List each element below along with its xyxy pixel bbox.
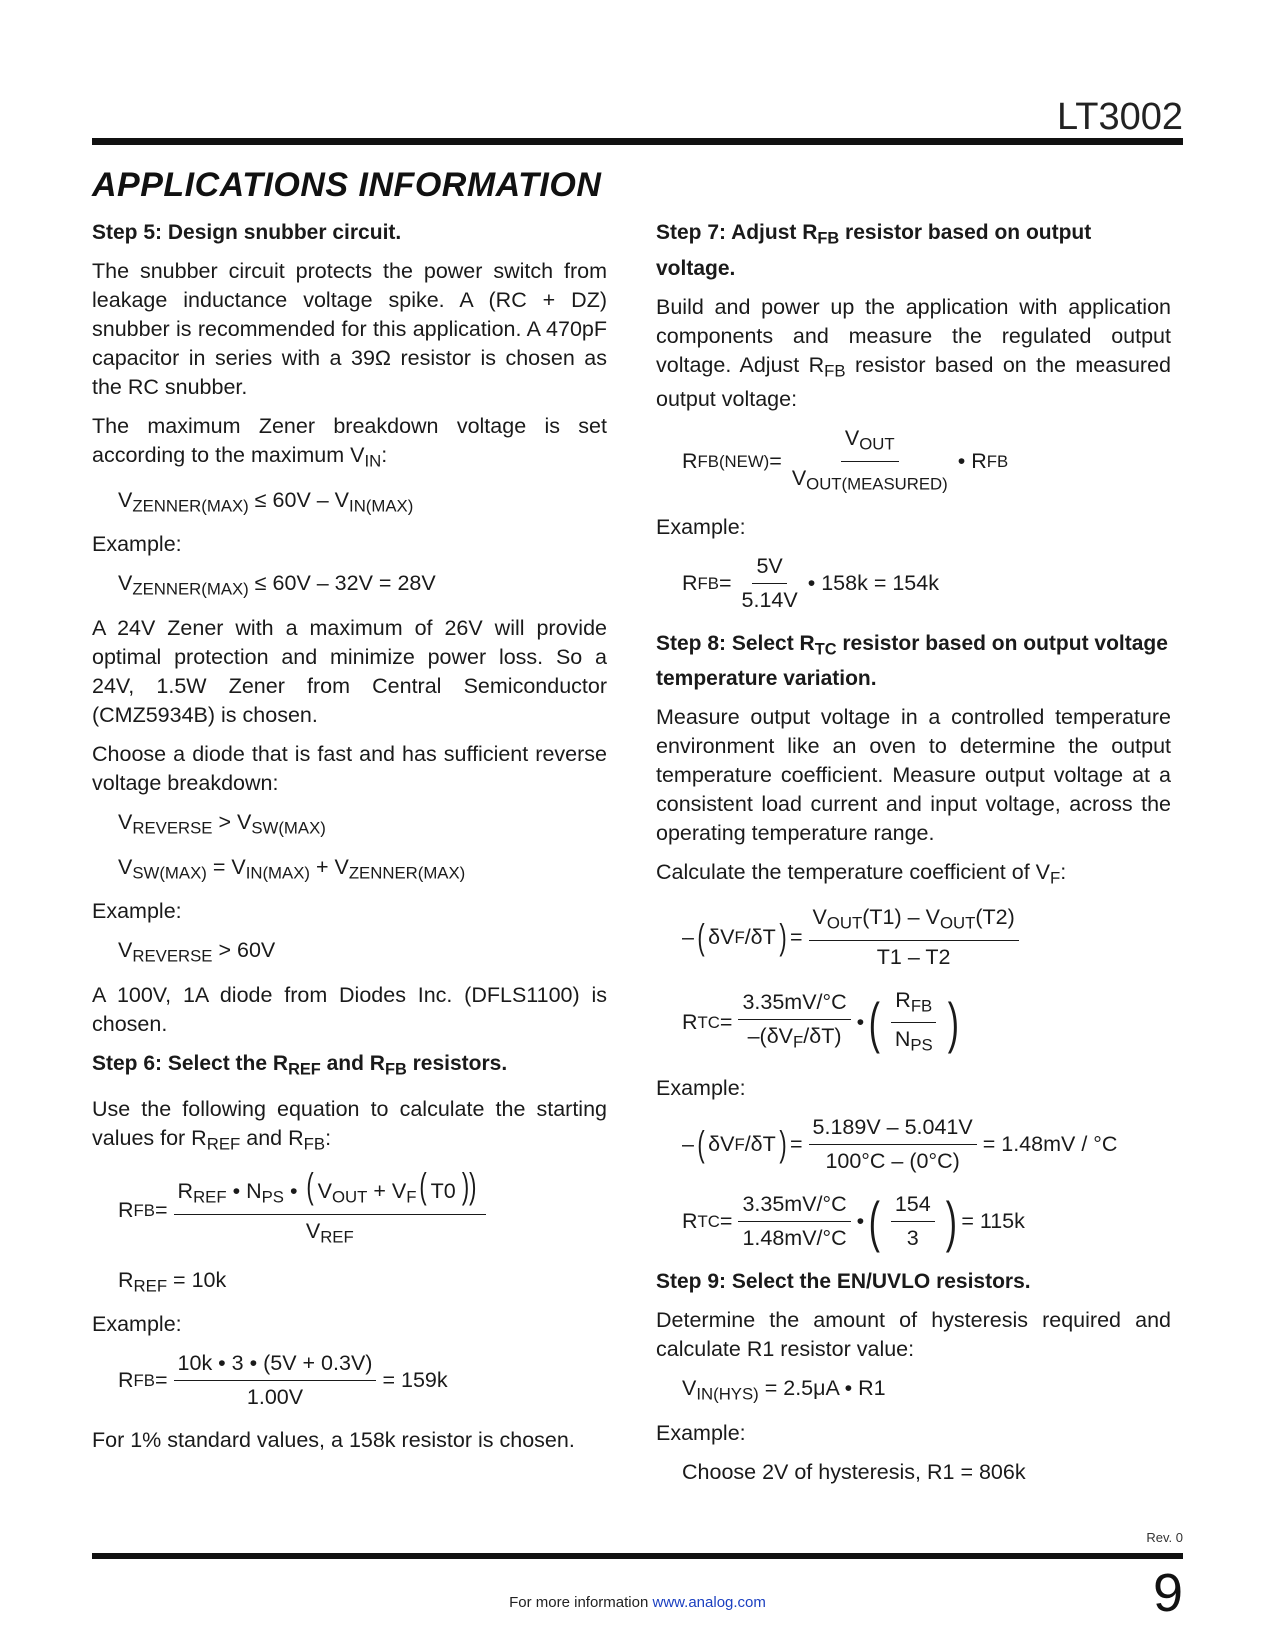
section-title: APPLICATIONS INFORMATION <box>92 166 602 204</box>
paren: ( <box>868 990 881 1054</box>
text: = V <box>206 854 246 879</box>
subscript: OUT <box>859 434 895 454</box>
subscript: FB <box>133 1200 155 1220</box>
subscript: OUT <box>332 1188 368 1208</box>
text: + V <box>309 854 349 879</box>
subscript: REF <box>288 1060 321 1079</box>
subscript: REF <box>320 1227 354 1247</box>
denominator: 5.14V <box>741 587 798 612</box>
subscript: FB(NEW) <box>697 451 770 471</box>
text: • N <box>226 1179 262 1204</box>
var: R <box>682 570 698 595</box>
rtc-formula <box>682 986 1171 1060</box>
fraction <box>788 424 952 498</box>
step5-paragraph-5: A 100V, 1A diode from Diodes Inc. (DFLS1100) is chosen. <box>92 983 607 1037</box>
text: /δT <box>744 1131 776 1156</box>
equals: = <box>154 1368 168 1393</box>
var: V <box>118 571 133 596</box>
step7-heading <box>656 218 1171 283</box>
subscript: IN(MAX) <box>245 863 310 883</box>
subscript: F <box>406 1188 417 1208</box>
step7-paragraph-1 <box>656 293 1171 415</box>
paren: )) <box>461 1165 477 1207</box>
page-number: 9 <box>1152 1563 1183 1623</box>
var: V <box>118 938 133 963</box>
numerator <box>174 1165 487 1215</box>
step9-heading: Step 9: Select the EN/UVLO resistors. <box>656 1269 1031 1293</box>
hysteresis-example: Choose 2V of hysteresis, R1 = 806k <box>682 1459 1026 1484</box>
text: – <box>682 1131 694 1156</box>
fraction <box>809 903 1019 972</box>
numerator <box>841 424 899 462</box>
rtc-example-formula <box>682 1190 1171 1253</box>
subscript: FB <box>986 451 1009 471</box>
equals: = <box>789 924 803 949</box>
var: R <box>118 1368 134 1393</box>
denominator: 1.00V <box>246 1385 304 1410</box>
example-label: Example: <box>656 1420 746 1445</box>
paren: ( <box>697 1123 705 1165</box>
temp-coefficient-example <box>682 1113 1171 1176</box>
subscript: ZENNER(MAX) <box>132 496 249 516</box>
reverse-voltage-equation <box>118 808 607 843</box>
text: + V <box>367 1179 407 1204</box>
zener-max-equation <box>118 486 607 521</box>
right-column <box>656 218 1171 1497</box>
fraction <box>738 988 850 1057</box>
text: T2 <box>982 904 1008 929</box>
subscript: SW(MAX) <box>251 818 326 838</box>
numerator: 5V <box>752 552 786 584</box>
step8-paragraph-2 <box>656 858 1171 893</box>
subscript: FB <box>133 1371 155 1391</box>
result: • 158k = 154k <box>807 570 939 595</box>
var: R <box>118 1267 134 1292</box>
rref-equation <box>118 1266 607 1301</box>
part-number: LT3002 <box>1056 96 1183 138</box>
var: V <box>791 465 807 490</box>
text: – V <box>901 904 940 929</box>
numerator: 10k • 3 • (5V + 0.3V) <box>174 1349 377 1381</box>
fraction <box>174 1165 487 1251</box>
numerator: $V_{OUT}(T1) - V_{OUT}(T2)$ <box>809 903 1019 941</box>
var: R <box>682 448 698 473</box>
text: Calculate the temperature coefficient of V <box>656 860 1050 885</box>
var: V <box>118 854 133 879</box>
fraction <box>891 1190 935 1253</box>
step5-paragraph-2 <box>92 412 607 476</box>
subscript: TC <box>697 1013 720 1033</box>
fraction <box>738 1190 850 1253</box>
text: • <box>284 1179 304 1204</box>
subscript: F <box>734 1134 745 1154</box>
subscript: TC <box>697 1211 720 1231</box>
subscript: REF <box>133 1276 168 1296</box>
fraction <box>891 986 937 1060</box>
subscript: REF <box>206 1134 241 1154</box>
subscript: FB <box>824 361 846 381</box>
text: The maximum Zener breakdown voltage is set according to the maximum V <box>92 414 607 467</box>
step8-paragraph-1: Measure output voltage in a controlled temperature environment like an oven to determine the output temperature coefficient. Measure output voltage at a consistent load current and input voltage, across the operating temperature range. <box>656 705 1171 846</box>
subscript: SW(MAX) <box>132 863 207 883</box>
equals: = <box>769 448 782 473</box>
text: • R <box>957 448 987 473</box>
subscript: F <box>793 1033 804 1053</box>
example-label: Example: <box>92 1312 182 1337</box>
step9-paragraph-1: Determine the amount of hysteresis required and calculate R1 resistor value: <box>656 1307 1171 1361</box>
rfb-example-formula <box>118 1349 607 1412</box>
equals: = <box>718 570 732 595</box>
text: : <box>1060 860 1067 885</box>
rfb-adjust-example <box>682 552 1171 615</box>
subscript: OUT <box>939 913 976 933</box>
text: T0 <box>430 1179 456 1204</box>
text: ≤ 60V – V <box>248 487 350 512</box>
var: R <box>118 1197 134 1222</box>
text: Step 8: Select R <box>656 631 815 655</box>
subscript: IN(HYS) <box>696 1384 759 1404</box>
text: – <box>747 1024 760 1049</box>
var: R <box>177 1179 194 1204</box>
multiply-dot: • <box>856 1010 865 1035</box>
revision-label: Rev. 0 <box>1146 1530 1183 1545</box>
subscript: F <box>734 927 745 947</box>
denominator: 3 <box>906 1225 919 1250</box>
subscript: REVERSE <box>132 947 213 967</box>
numerator: 154 <box>891 1190 935 1222</box>
subscript: IN(MAX) <box>349 496 414 516</box>
text: /δT <box>744 924 776 949</box>
example-label: Example: <box>92 532 182 557</box>
multiply-dot: • <box>856 1208 865 1233</box>
text: resistor based on output voltage temperature variation. <box>656 631 1168 691</box>
step6-heading <box>92 1049 607 1085</box>
step5-paragraph-1: The snubber circuit protects the power switch from leakage inductance voltage spike. A (RC + DZ) snubber is recommended for this application. A 470pF capacitor in series with a 39Ω resistor is chosen as the RC snubber. <box>92 259 607 399</box>
var: V <box>305 1219 321 1244</box>
fraction <box>809 1113 977 1176</box>
example-label: Example: <box>92 899 182 924</box>
example-label: Example: <box>656 514 746 539</box>
subscript: FB <box>910 996 933 1016</box>
text: Step 7: Adjust R <box>656 221 818 244</box>
subscript: ZENNER(MAX) <box>132 580 249 600</box>
subscript: F <box>1050 868 1061 888</box>
text: 0°C <box>916 1148 953 1173</box>
var: V <box>118 487 133 512</box>
numerator: 3.35mV/°C <box>738 1190 850 1222</box>
header-rule <box>92 138 1183 145</box>
step6-paragraph-1 <box>92 1095 607 1159</box>
step8-heading <box>656 629 1171 694</box>
text: resistor based on the measured output voltage: <box>656 352 1171 412</box>
text: > 60V <box>212 938 276 963</box>
numerator: 3.35mV/°C <box>738 988 850 1020</box>
text: Step 6: Select the R <box>92 1052 289 1076</box>
rfb-new-formula <box>682 424 1171 498</box>
text: Build and power up the application with application components and measure the regulated output voltage. Adjust R <box>656 294 1171 377</box>
denominator: T1 – T2 <box>876 944 951 969</box>
text: > V <box>212 810 252 835</box>
subscript: PS <box>910 1035 933 1055</box>
text: resistor based on output voltage. <box>656 221 1092 280</box>
text: ≤ 60V – 32V = 28V <box>248 571 436 596</box>
footer-info <box>0 1594 1275 1611</box>
equals: = <box>719 1010 733 1035</box>
subscript: PS <box>261 1188 284 1208</box>
paren: ) <box>945 1189 957 1253</box>
var: R <box>682 1010 698 1035</box>
subscript: FB <box>697 573 719 593</box>
zener-example-equation <box>118 569 607 604</box>
example-label: Example: <box>656 1075 746 1100</box>
text: and R <box>320 1052 385 1076</box>
text: – <box>682 924 694 949</box>
step5-paragraph-3: A 24V Zener with a maximum of 26V will provide optimal protection and minimize power loss. So a 24V, 1.5W Zener from Central Semiconductor (CMZ5934B) is chosen. <box>92 616 607 728</box>
denominator <box>788 462 952 499</box>
step5-heading: Step 5: Design snubber circuit. <box>92 221 402 244</box>
var: R <box>895 987 911 1012</box>
result: = 1.48mV / °C <box>982 1131 1118 1156</box>
footer-rule <box>92 1553 1183 1559</box>
var: R <box>682 1208 698 1233</box>
text: : <box>325 1125 332 1150</box>
denominator: $-(\delta V_F/\delta T)$ <box>747 1024 842 1053</box>
equals: = <box>154 1197 168 1222</box>
website-link[interactable]: www.analog.com <box>652 1594 766 1611</box>
result: = 159k <box>382 1368 448 1393</box>
left-column <box>92 218 607 1465</box>
switch-voltage-equation <box>118 853 607 888</box>
result: = 115k <box>961 1208 1025 1233</box>
text: and R <box>240 1125 304 1150</box>
var: N <box>894 1027 911 1052</box>
reverse-example-equation <box>118 936 607 971</box>
paren: ) <box>947 990 959 1054</box>
fraction <box>738 552 802 615</box>
var: δV <box>708 924 735 949</box>
denominator: 1.48mV/°C <box>742 1225 847 1250</box>
temp-coefficient-formula <box>682 903 1171 972</box>
text: 100°C – <box>825 1148 910 1173</box>
text: = 10k <box>167 1267 227 1292</box>
denominator <box>891 1023 937 1060</box>
var: V <box>682 1375 697 1400</box>
subscript: OUT(MEASURED) <box>806 474 948 494</box>
var: V <box>317 1179 332 1204</box>
subscript: OUT <box>826 913 863 933</box>
subscript: FB <box>384 1060 407 1079</box>
text: resistors. <box>406 1052 508 1076</box>
paren: ( <box>306 1165 315 1207</box>
text: Use the following equation to calculate the starting values for R <box>92 1096 607 1150</box>
hysteresis-equation <box>682 1374 1171 1409</box>
step6-paragraph-2: For 1% standard values, a 158k resistor is chosen. <box>92 1428 575 1453</box>
text: /δT <box>803 1024 835 1049</box>
var: δV <box>766 1024 794 1049</box>
numerator <box>891 986 936 1024</box>
subscript: FB <box>303 1134 326 1154</box>
var: δV <box>708 1131 735 1156</box>
subscript: FB <box>817 229 840 248</box>
numerator: 5.189V – 5.041V <box>809 1113 977 1145</box>
paren: ) <box>779 1123 787 1165</box>
paren: ( <box>868 1189 881 1253</box>
step5-paragraph-4: Choose a diode that is fast and has sufficient reverse voltage breakdown: <box>92 742 607 796</box>
subscript: ZENNER(MAX) <box>348 863 466 883</box>
subscript: REF <box>193 1188 227 1208</box>
var: V <box>118 810 133 835</box>
equals: = <box>789 1131 803 1156</box>
text: T1 <box>869 904 895 929</box>
rfb-formula <box>118 1165 607 1251</box>
text: = 2.5μA • R1 <box>758 1375 886 1400</box>
denominator: 100°C – (0°C) <box>825 1148 960 1173</box>
equals: = <box>719 1208 733 1233</box>
var: V <box>812 904 827 929</box>
text: : <box>381 443 388 467</box>
paren: ) <box>779 915 787 957</box>
var: V <box>844 426 860 451</box>
footer-text: For more information <box>509 1594 653 1611</box>
fraction <box>174 1349 377 1412</box>
paren: ( <box>697 915 705 957</box>
subscript: REVERSE <box>132 818 213 838</box>
subscript: IN <box>364 451 382 471</box>
paren: ( <box>419 1165 428 1207</box>
subscript: TC <box>814 640 837 659</box>
denominator <box>302 1215 358 1252</box>
